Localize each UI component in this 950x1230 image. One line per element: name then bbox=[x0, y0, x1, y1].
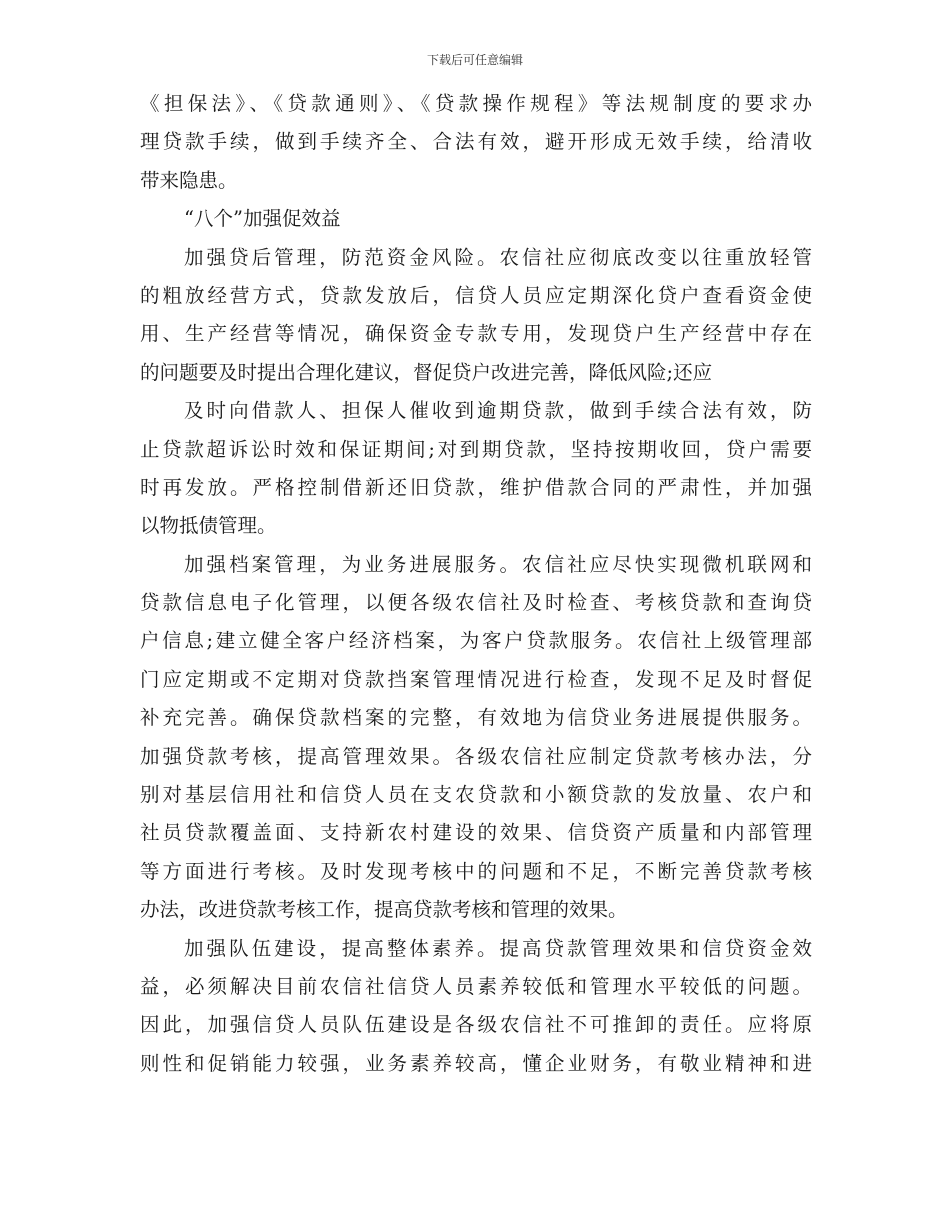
document-body bbox=[140, 85, 812, 1083]
text-line: 社员贷款覆盖面、支持新农村建设的效果、信贷资产质量和内部管理 bbox=[140, 821, 812, 845]
text-line: 加强队伍建设，提高整体素养。提高贷款管理效果和信贷资金效 bbox=[184, 936, 812, 960]
text-line: 办法，改进贷款考核工作，提高贷款考核和管理的效果。 bbox=[140, 898, 628, 922]
text-line: 《担保法》、《贷款通则》、《贷款操作规程》等法规制度的要求办 bbox=[140, 92, 812, 115]
text-line: 户信息;建立健全客户经济档案，为客户贷款服务。农信社上级管理部 bbox=[140, 629, 812, 653]
text-line: 别对基层信用社和信贷人员在支农贷款和小额贷款的发放量、农户和 bbox=[140, 783, 812, 807]
text-line: 的粗放经营方式，贷款发放后，信贷人员应定期深化贷户查看资金使 bbox=[140, 283, 812, 307]
text-line: “八个”加强促效益 bbox=[184, 207, 341, 231]
page-header: 下载后可任意编辑 bbox=[426, 53, 523, 67]
text-line: 止贷款超诉讼时效和保证期间;对到期贷款，坚持按期收回，贷户需要 bbox=[140, 437, 812, 461]
text-line: 因此，加强信贷人员队伍建设是各级农信社不可推卸的责任。应将原 bbox=[140, 1013, 812, 1037]
text-line: 的问题要及时提出合理化建议，督促贷户改进完善，降低风险;还应 bbox=[140, 360, 713, 384]
text-line: 用、生产经营等情况，确保资金专款专用，发现贷户生产经营中存在 bbox=[140, 322, 812, 346]
text-line: 贷款信息电子化管理，以便各级农信社及时检查、考核贷款和查询贷 bbox=[140, 591, 812, 615]
text-line: 补充完善。确保贷款档案的完整，有效地为信贷业务进展提供服务。 bbox=[140, 706, 812, 730]
text-line: 带来隐患。 bbox=[140, 168, 238, 192]
text-line: 以物抵债管理。 bbox=[140, 514, 277, 538]
text-line: 加强档案管理，为业务进展服务。农信社应尽快实现微机联网和 bbox=[184, 552, 812, 576]
text-line: 时再发放。严格控制借新还旧贷款，维护借款合同的严肃性，并加强 bbox=[140, 475, 812, 499]
text-line: 则性和促销能力较强，业务素养较高，懂企业财务，有敬业精神和进 bbox=[140, 1051, 812, 1075]
text-line: 加强贷后管理，防范资金风险。农信社应彻底改变以往重放轻管 bbox=[184, 245, 812, 269]
text-line: 益，必须解决目前农信社信贷人员素养较低和管理水平较低的问题。 bbox=[140, 974, 812, 998]
text-line: 及时向借款人、担保人催收到逾期贷款，做到手续合法有效，防 bbox=[184, 399, 812, 423]
text-line: 加强贷款考核，提高管理效果。各级农信社应制定贷款考核办法，分 bbox=[140, 744, 812, 768]
text-line: 门应定期或不定期对贷款挡案管理情况进行检查，发现不足及时督促 bbox=[140, 667, 812, 691]
text-line: 等方面进行考核。及时发现考核中的问题和不足，不断完善贷款考核 bbox=[140, 859, 812, 883]
text-line: 理贷款手续，做到手续齐全、合法有效，避开形成无效手续，给清收 bbox=[140, 130, 812, 154]
